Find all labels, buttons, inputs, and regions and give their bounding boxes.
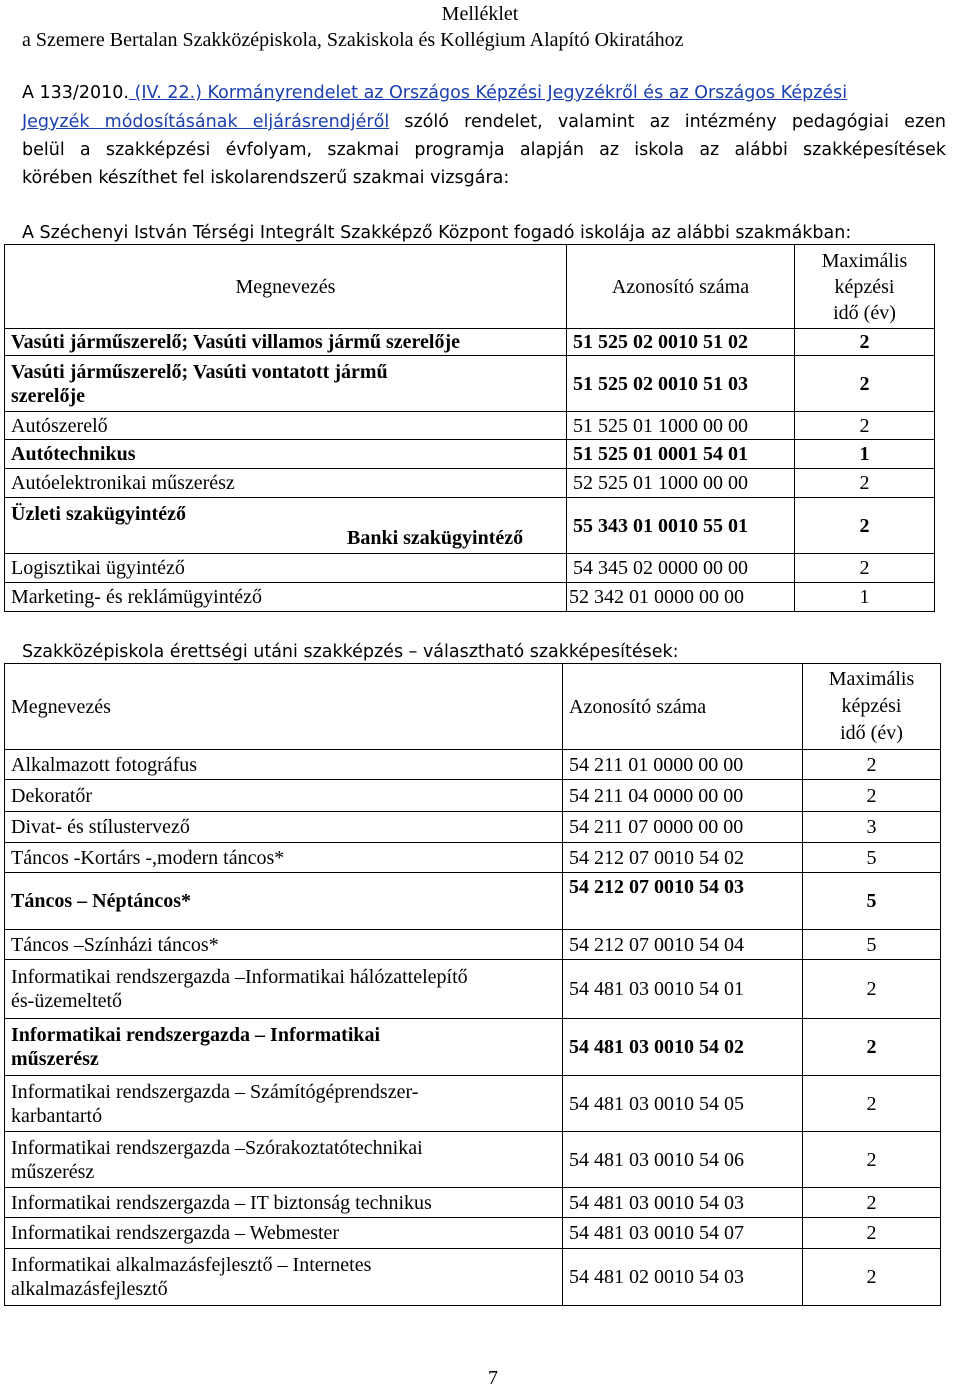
section2-heading: Szakközépiskola érettségi utáni szakképzés – választható szakképesítések: — [22, 642, 679, 662]
header-name: Megnevezés — [5, 245, 567, 329]
annex-title: Melléklet — [441, 3, 519, 25]
table-header-row — [5, 245, 935, 329]
table-row: Informatikai rendszergazda – IT biztonság technikus 54 481 03 0010 54 03 2 — [5, 1188, 941, 1218]
table-row: Táncos -Kortárs -,modern táncos* 54 212 07 0010 54 02 5 — [5, 843, 941, 873]
table-row: Marketing- és reklámügyintéző 52 342 01 0000 00 00 1 — [5, 583, 935, 612]
table-row: Informatikai rendszergazda –Informatikai hálózattelepítő és-üzemeltető 54 481 03 0010 54 01 2 — [5, 960, 941, 1019]
table-header-row — [5, 664, 941, 750]
table-row: Alkalmazott fotográfus 54 211 01 0000 00 00 2 — [5, 750, 941, 780]
decree-link[interactable]: (IV. 22.) Kormányrendelet az Országos Képzési Jegyzékről és az Országos Képzési — [128, 83, 848, 103]
header-id: Azonosító száma — [563, 664, 803, 750]
header-name: Megnevezés — [5, 664, 563, 750]
table-vocational-school — [4, 244, 935, 612]
intro-decree-number: A 133/2010. — [22, 83, 129, 103]
table-row: Divat- és stílustervező 54 211 07 0000 00 00 3 — [5, 812, 941, 843]
table-row: Táncos – Néptáncos* 54 212 07 0010 54 03 5 — [5, 873, 941, 930]
table-row: Logisztikai ügyintéző 54 345 02 0000 00 00 2 — [5, 554, 935, 583]
table-row: Üzleti szakügyintéző Banki szakügyintéző 55 343 01 0010 55 01 2 — [5, 498, 935, 554]
table-row: Informatikai alkalmazásfejlesztő – Internetes alkalmazásfejlesztő 54 481 02 0010 54 03 2 — [5, 1249, 941, 1306]
table-row: Informatikai rendszergazda – Webmester 54 481 03 0010 54 07 2 — [5, 1218, 941, 1249]
header-duration: Maximális képzési idő (év) — [795, 245, 935, 329]
header-id: Azonosító száma — [567, 245, 795, 329]
table-row: Dekoratőr 54 211 04 0000 00 00 2 — [5, 780, 941, 812]
intro-line-2: Jegyzék módosításának eljárásrendjéről szóló rendelet, valamint az intézmény pedagógiai ezen — [22, 112, 946, 132]
procedure-link[interactable]: Jegyzék módosításának eljárásrendjéről — [22, 112, 390, 132]
table-row: Autóelektronikai műszerész 52 525 01 1000 00 00 2 — [5, 469, 935, 498]
table-post-graduation — [4, 663, 941, 1306]
table-row: Vasúti járműszerelő; Vasúti villamos jármű szerelője 51 525 02 0010 51 02 2 — [5, 329, 935, 356]
page-number: 7 — [488, 1367, 498, 1389]
table-row: Informatikai rendszergazda – Számítógéprendszer- karbantartó 54 481 03 0010 54 05 2 — [5, 1076, 941, 1132]
section1-heading: A Széchenyi István Térségi Integrált Szakképző Központ fogadó iskolája az alábbi szakmákban: — [22, 223, 852, 243]
intro-line-1 — [22, 81, 950, 105]
table-row: Autószerelő 51 525 01 1000 00 00 2 — [5, 412, 935, 440]
intro-line-4: körében készíthet fel iskolarendszerű szakmai vizsgára: — [22, 168, 510, 188]
table-row: Informatikai rendszergazda – Informatikai műszerész 54 481 03 0010 54 02 2 — [5, 1019, 941, 1076]
table-row: Vasúti járműszerelő; Vasúti vontatott jármű szerelője 51 525 02 0010 51 03 2 — [5, 356, 935, 412]
table-row: Autótechnikus 51 525 01 0001 54 01 1 — [5, 440, 935, 469]
table-row: Informatikai rendszergazda –Szórakoztatótechnikai műszerész 54 481 03 0010 54 06 2 — [5, 1132, 941, 1188]
annex-subtitle: a Szemere Bertalan Szakközépiskola, Szakiskola és Kollégium Alapító Okiratához — [22, 29, 684, 51]
intro-line-3: belül a szakképzési évfolyam, szakmai programja alapján az iskola az alábbi szakképesítések — [22, 140, 946, 160]
table-row: Táncos –Színházi táncos* 54 212 07 0010 54 04 5 — [5, 930, 941, 960]
header-duration: Maximális képzési idő (év) — [803, 664, 941, 750]
